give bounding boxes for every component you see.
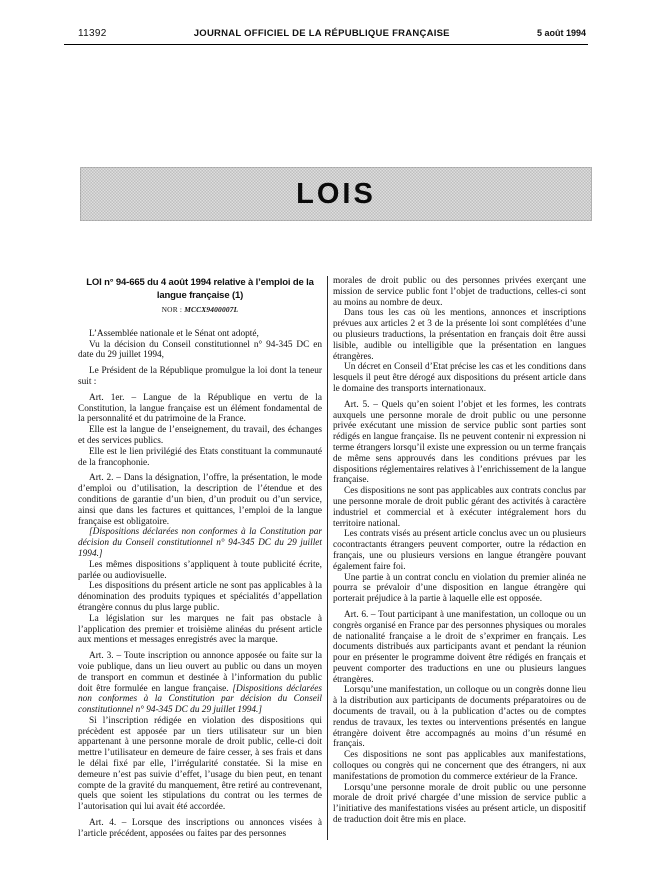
law-paragraph: Elle est le lien privilégié des Etats constituant la communauté de la francophonie. <box>78 446 322 468</box>
page-number: 11392 <box>78 28 107 39</box>
law-paragraph: Elle est la langue de l’enseignement, du travail, des échanges et des services publics. <box>78 425 322 446</box>
nor-label: NOR : <box>161 305 183 314</box>
law-body <box>78 276 586 840</box>
page-header <box>78 28 586 39</box>
law-paragraph-art-3: Art. 3. – Toute inscription ou annonce apposée ou faite sur la voie publique, dans un lieu ouvert au public ou dans un moyen de transport en commun et destinée à l’information du public doit être formulée en langue française. [Dispositions déclarées non conformes à la Constitution par décision du Conseil constitutionnel n° 94-345 DC du 29 juillet 1994.] <box>78 651 322 716</box>
header-rule <box>64 44 588 45</box>
law-paragraph: Un décret en Conseil d’Etat précise les cas et les conditions dans lesquels il peut être dérogé aux dispositions du présent article dans le domaine des transports internationaux. <box>333 362 586 394</box>
law-paragraph: Le Président de la République promulgue la loi dont la teneur suit : <box>78 366 322 387</box>
law-paragraph-art-1: Art. 1er. – Langue de la République en vertu de la Constitution, la langue française est un élément fondamental de la personnalité et du patrimoine de la France. <box>78 392 322 425</box>
law-paragraph: Lorsqu’une manifestation, un colloque ou un congrès donne lieu à la distribution aux participants de documents préparatoires ou de documents de travail, ou à la publication d’actes ou de comptes rendus de travaux, les textes ou interventions présentés en langue étrangère doivent être accompagnés au moins d’un résumé en français. <box>333 685 586 750</box>
law-paragraph: Les dispositions du présent article ne sont pas applicables à la dénomination des produits typiques et spécialités d’appellation étrangère connus du plus large public. <box>78 581 322 613</box>
law-paragraph: L’Assemblée nationale et le Sénat ont adopté, <box>89 328 259 339</box>
law-paragraph: Ces dispositions ne sont pas applicables aux manifestations, colloques ou congrès qui ne concernent que des étrangers, ni aux manifestations de promotion du commerce extérieur de la France. <box>333 750 586 782</box>
nor-line <box>78 305 322 316</box>
right-column <box>333 276 586 840</box>
law-title: LOI n° 94-665 du 4 août 1994 relative à l’emploi de la langue française (1) <box>86 277 314 301</box>
law-paragraph-art-4: Art. 4. – Lorsque des inscriptions ou annonces visées à l’article précédent, apposées ou faites par des personnes <box>78 818 322 839</box>
law-paragraph-art-5: Art. 5. – Quels qu’en soient l’objet et les formes, les contrats auxquels une personne morale de droit public ou une personne privée exécutant une mission de service public sont parties sont rédigés en langue française. Ils ne peuvent contenir ni expression ni terme étrangers lorsqu’il existe une expression ou un terme français de même sens approuvés dans les conditions prévues par les dispositions réglementaires relatives à l’enrichissement de la langue française. <box>333 399 586 486</box>
law-paragraph: Dans tous les cas où les mentions, annonces et inscriptions prévues aux articles 2 et 3 de la présente loi sont complétées d’une ou plusieurs traductions, la présentation en français doit être aussi lisible, audible ou intelligible que la présentation en langues étrangères. <box>333 308 586 362</box>
law-paragraph-art-6: Art. 6. – Tout participant à une manifestation, un colloque ou un congrès organisé en France par des personnes physiques ou morales de nationalité française a le droit de s’exprimer en français. Les documents distribués aux participants avant et pendant la réunion pour en présenter le programme doivent être rédigés en français et peuvent comporter des traductions en une ou plusieurs langues étrangères. <box>333 609 586 685</box>
law-paragraph: Lorsqu’une personne morale de droit public ou une personne morale de droit privé chargée d’une mission de service public a l’initiative des manifestations visées au présent article, un dispositif de traduction doit être mis en place. <box>333 782 586 826</box>
law-paragraph: Ces dispositions ne sont pas applicables aux contrats conclus par une personne morale de droit public gérant des activités à caractère industriel et commercial et à exécuter intégralement hors du territoire national. <box>333 486 586 529</box>
lois-section-banner <box>80 167 592 221</box>
column-divider-rule <box>327 276 328 840</box>
law-paragraph: Une partie à un contrat conclu en violation du premier alinéa ne pourra se prévaloir d’une disposition en langue étrangère qui porterait préjudice à la partie à laquelle elle est opposée. <box>333 572 586 605</box>
law-paragraph: morales de droit public ou des personnes privées exerçant une mission de service public font l’objet de traductions, celles-ci sont au moins au nombre de deux. <box>333 276 586 308</box>
nor-code: MCCX9400007L <box>184 305 239 314</box>
left-column <box>78 276 322 840</box>
law-paragraph: La législation sur les marques ne fait pas obstacle à l’application des premier et troisième alinéas du présent article aux mentions et messages enregistrés avec la marque. <box>78 613 322 646</box>
issue-date: 5 août 1994 <box>536 28 586 38</box>
section-title: LOIS <box>296 177 376 210</box>
law-paragraph-annotation: [Dispositions déclarées non conformes à la Constitution par décision du Conseil constitutionnel n° 94-345 DC du 29 juillet 1994.] <box>78 527 322 559</box>
law-paragraph: Si l’inscription rédigée en violation des dispositions qui précèdent est apposée par un tiers utilisateur sur un bien appartenant à une personne morale de droit public, celle-ci doit mettre l’utilisateur en demeure de faire cesser, à ses frais et dans le délai fixé par elle, l’irrégularité constatée. Si la mise en demeure n’est pas suivie d’effet, l’usage du bien peut, en tenant compte de la gravité du manquement, être retiré au contrevenant, quels que soient les stipulations du contrat ou les termes de l’autorisation qui lui avait été accordée. <box>78 715 322 813</box>
law-paragraph-art-2: Art. 2. – Dans la désignation, l’offre, la présentation, le mode d’emploi ou d’utilisation, la description de l’étendue et des conditions de garantie d’un bien, d’un produit ou d’un service, ainsi que dans les factures et quittances, l’emploi de la langue française est obligatoire. <box>78 473 322 527</box>
journal-title: JOURNAL OFFICIEL DE LA RÉPUBLIQUE FRANÇAISE <box>193 28 450 39</box>
law-paragraph: Les contrats visés au présent article conclus avec un ou plusieurs cocontractants étrangers peuvent comporter, outre la rédaction en français, une ou plusieurs versions en langue étrangère pouvant également faire foi. <box>333 529 586 572</box>
law-paragraph: Vu la décision du Conseil constitutionnel n° 94-345 DC en date du 29 juillet 1994, <box>78 339 322 361</box>
law-paragraph: Les mêmes dispositions s’appliquent à toute publicité écrite, parlée ou audiovisuelle. <box>78 559 322 581</box>
